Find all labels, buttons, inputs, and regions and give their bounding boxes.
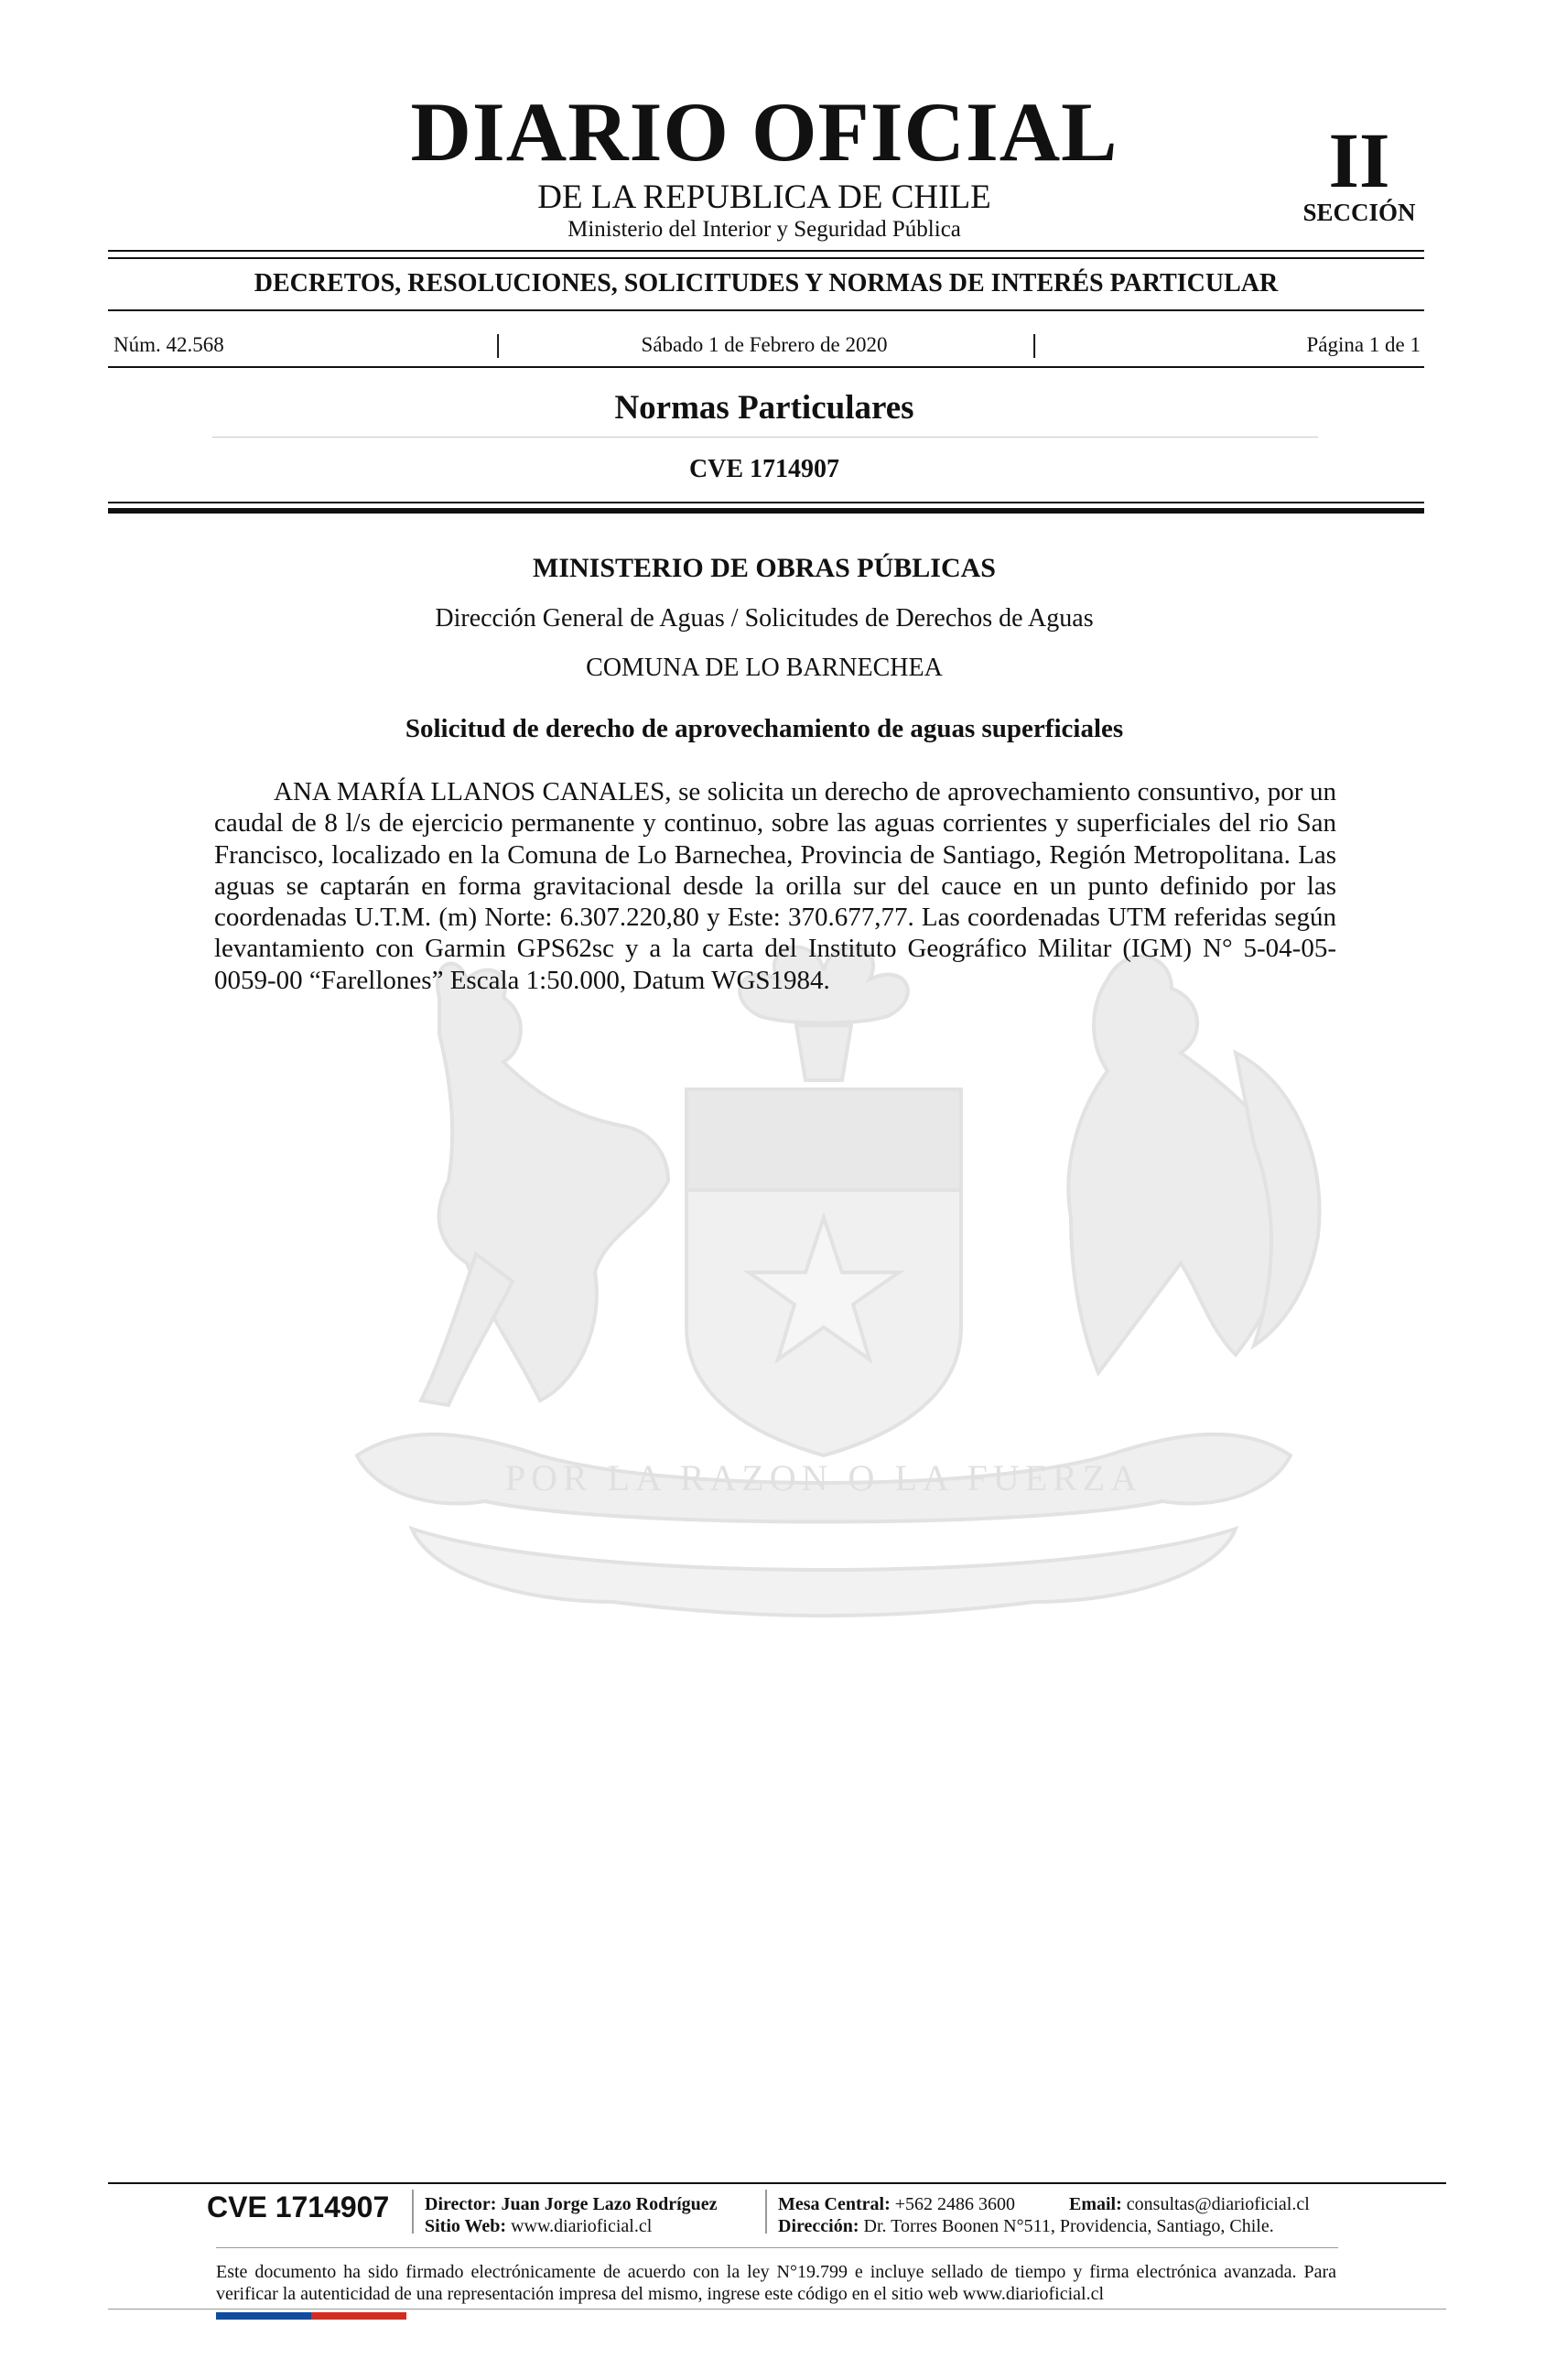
footer-phone-value: +562 2486 3600: [894, 2194, 1016, 2214]
masthead-subtitle: DE LA REPUBLICA DE CHILE: [537, 178, 991, 216]
footer-divider: [412, 2190, 414, 2234]
issue-date: Sábado 1 de Febrero de 2020: [641, 333, 888, 356]
footer-website: [425, 2217, 652, 2235]
footer-email: [1069, 2195, 1310, 2213]
footer-phone: [778, 2195, 1015, 2213]
footer-legal: Este documento ha sido firmado electrónicamente de acuerdo con la ley N°19.799 e incluye sellado de tiempo y firma electrónica avanzada. Para verificar la autenticidad de una representación impresa del mismo, ingrese este código en el sitio web www.diarioficial.cl: [216, 2262, 1336, 2304]
masthead-rule-top-2: [108, 257, 1424, 259]
banner-rule: [108, 309, 1424, 311]
footer-director: [425, 2195, 718, 2213]
footer-website-label: Sitio Web:: [425, 2216, 507, 2236]
footer-inner-rule: [216, 2247, 1338, 2248]
footer-bottom-rule: [108, 2309, 1446, 2310]
masthead-title: DIARIO OFICIAL: [410, 85, 1118, 178]
watermark-motto: POR LA RAZON O LA FUERZA: [504, 1457, 1143, 1498]
document-commune: COMUNA DE LO BARNECHEA: [586, 654, 943, 682]
document-body: ANA MARÍA LLANOS CANALES, se solicita un derecho de aprovechamiento consuntivo, por un caudal de 8 l/s de ejercicio permanente y continuo, sobre las aguas corrientes y superficiales del rio San Francisco, localizado en la Comuna de Lo Barnechea, Provincia de Santiago, Región Metropolitana. Las aguas se captarán en forma gravitacional desde la orilla sur del cauce en un punto definido por las coordenadas U.T.M. (m) Norte: 6.307.220,80 y Este: 370.677,77. Las coordenadas UTM referidas según levantamiento con Garmin GPS62sc y a la carta del Instituto Geográfico Militar (IGM) N° 5-04-05-0059-00 “Farellones” Escala 1:50.000, Datum WGS1984.: [214, 777, 1336, 995]
document-ministry: MINISTERIO DE OBRAS PÚBLICAS: [533, 553, 996, 583]
meta-separator: |: [495, 330, 502, 359]
footer-website-link[interactable]: www.diarioficial.cl: [511, 2216, 653, 2236]
footer-rule: [108, 2182, 1446, 2184]
coat-of-arms-icon: [302, 943, 1345, 1693]
meta-separator: |: [1032, 330, 1038, 359]
footer-cve: CVE 1714907: [207, 2191, 390, 2223]
footer-email-link[interactable]: consultas@diarioficial.cl: [1126, 2194, 1310, 2214]
cve-rule-thick: [108, 508, 1424, 514]
flag-bar-blue: [216, 2312, 311, 2320]
document-direction: Dirección General de Aguas / Solicitudes de Derechos de Aguas: [435, 604, 1094, 633]
cve-code: CVE 1714907: [688, 455, 840, 483]
footer-divider: [765, 2190, 767, 2234]
issue-number: Núm. 42.568: [113, 333, 224, 356]
section-heading: Normas Particulares: [614, 389, 914, 427]
document-title: Solicitud de derecho de aprovechamiento de aguas superficiales: [405, 714, 1124, 743]
footer-director-value: Juan Jorge Lazo Rodríguez: [501, 2194, 718, 2214]
meta-rule: [108, 366, 1424, 368]
footer-address-label: Dirección:: [778, 2216, 859, 2236]
footer-address: [778, 2217, 1274, 2235]
section-banner: DECRETOS, RESOLUCIONES, SOLICITUDES Y NORMAS DE INTERÉS PARTICULAR: [254, 269, 1279, 298]
masthead-rule-top: [108, 250, 1424, 252]
footer-phone-label: Mesa Central:: [778, 2194, 891, 2214]
flag-bar-red: [311, 2312, 406, 2320]
section-label: SECCIÓN: [1302, 199, 1416, 226]
cve-rule: [108, 502, 1424, 503]
footer-email-label: Email:: [1069, 2194, 1122, 2214]
section-number: II: [1328, 116, 1390, 204]
footer-director-label: Director:: [425, 2194, 497, 2214]
footer-address-value: Dr. Torres Boonen N°511, Providencia, Santiago, Chile.: [863, 2216, 1274, 2236]
page-number: Página 1 de 1: [1306, 333, 1421, 356]
heading-divider: [212, 437, 1318, 438]
masthead-ministry: Ministerio del Interior y Seguridad Pública: [567, 217, 961, 242]
